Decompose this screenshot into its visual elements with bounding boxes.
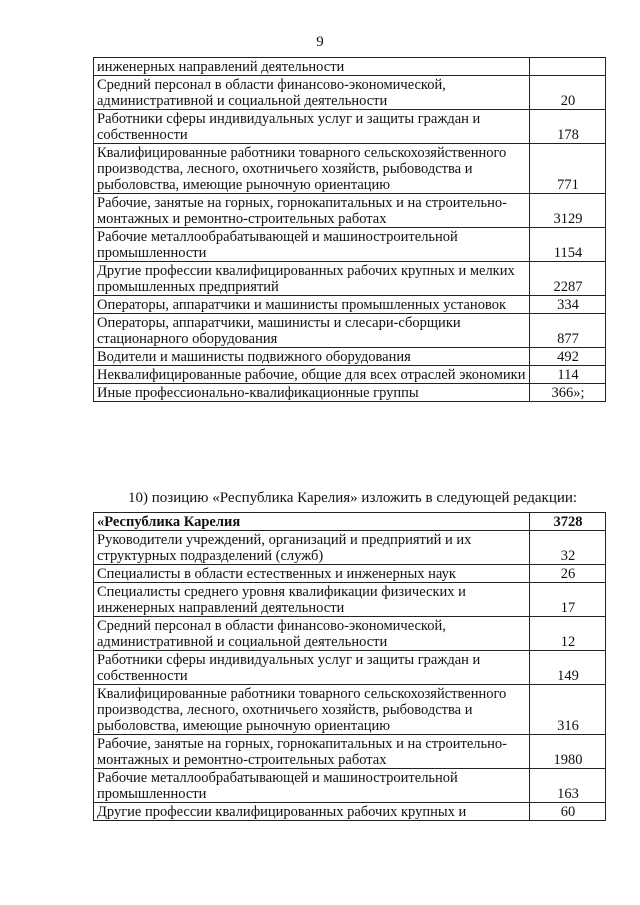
profession-group-name: Работники сферы индивидуальных услуг и защиты граждан и собственности xyxy=(94,110,530,144)
profession-group-name: Рабочие, занятые на горных, горнокапитальных и на строительно-монтажных и ремонтно-строительных работах xyxy=(94,735,530,769)
profession-group-count: 877 xyxy=(530,314,606,348)
profession-group-count: 316 xyxy=(530,685,606,735)
profession-group-count: 163 xyxy=(530,769,606,803)
profession-group-name: Специалисты среднего уровня квалификации физических и инженерных направлений деятельности xyxy=(94,583,530,617)
region-total: 3728 xyxy=(530,513,606,531)
table-row xyxy=(94,314,606,348)
profession-group-name: Рабочие металлообрабатывающей и машиностроительной промышленности xyxy=(94,769,530,803)
table-row xyxy=(94,565,606,583)
profession-group-count: 12 xyxy=(530,617,606,651)
profession-group-name: инженерных направлений деятельности xyxy=(94,58,530,76)
profession-group-count: 3129 xyxy=(530,194,606,228)
profession-table-previous xyxy=(93,57,606,402)
profession-group-name: Рабочие металлообрабатывающей и машиностроительной промышленности xyxy=(94,228,530,262)
profession-table-karelia xyxy=(93,512,606,821)
profession-group-name: Квалифицированные работники товарного сельскохозяйственного производства, лесного, охотничьего хозяйств, рыбоводства и рыболовства, имеющие рыночную ориентацию xyxy=(94,685,530,735)
profession-group-count: 60 xyxy=(530,803,606,821)
table-row xyxy=(94,735,606,769)
table-row xyxy=(94,262,606,296)
profession-group-count: 492 xyxy=(530,348,606,366)
profession-group-count: 2287 xyxy=(530,262,606,296)
page-number: 9 xyxy=(316,34,324,50)
profession-group-count: 26 xyxy=(530,565,606,583)
profession-group-name: Средний персонал в области финансово-экономической, административной и социальной деятельности xyxy=(94,617,530,651)
table-header-row xyxy=(94,513,606,531)
table-row xyxy=(94,769,606,803)
profession-group-name: Другие профессии квалифицированных рабочих крупных и мелких промышленных предприятий xyxy=(94,262,530,296)
table-row xyxy=(94,228,606,262)
table-row xyxy=(94,531,606,565)
table-row xyxy=(94,296,606,314)
table-row xyxy=(94,617,606,651)
profession-group-name: Операторы, аппаратчики и машинисты промышленных установок xyxy=(94,296,530,314)
profession-group-name: Неквалифицированные рабочие, общие для всех отраслей экономики xyxy=(94,366,530,384)
table-row xyxy=(94,384,606,402)
profession-group-name: Иные профессионально-квалификационные группы xyxy=(94,384,530,402)
profession-group-count: 149 xyxy=(530,651,606,685)
profession-group-name: Операторы, аппаратчики, машинисты и слесари-сборщики стационарного оборудования xyxy=(94,314,530,348)
profession-group-count: 1980 xyxy=(530,735,606,769)
table-row xyxy=(94,110,606,144)
table-row xyxy=(94,144,606,194)
profession-group-count xyxy=(530,58,606,76)
profession-group-count: 20 xyxy=(530,76,606,110)
amendment-instruction: 10) позицию «Республика Карелия» изложить в следующей редакции: xyxy=(128,490,578,506)
table-row xyxy=(94,58,606,76)
profession-group-count: 1154 xyxy=(530,228,606,262)
profession-group-name: Специалисты в области естественных и инженерных наук xyxy=(94,565,530,583)
profession-group-name: Рабочие, занятые на горных, горнокапитальных и на строительно-монтажных и ремонтно-строительных работах xyxy=(94,194,530,228)
profession-group-name: Средний персонал в области финансово-экономической, административной и социальной деятельности xyxy=(94,76,530,110)
table-row xyxy=(94,651,606,685)
region-name: «Республика Карелия xyxy=(94,513,530,531)
table-row xyxy=(94,685,606,735)
table-row xyxy=(94,366,606,384)
profession-group-count: 771 xyxy=(530,144,606,194)
profession-group-name: Квалифицированные работники товарного сельскохозяйственного производства, лесного, охотничьего хозяйств, рыбоводства и рыболовства, имеющие рыночную ориентацию xyxy=(94,144,530,194)
profession-group-count: 32 xyxy=(530,531,606,565)
profession-group-name: Другие профессии квалифицированных рабочих крупных и xyxy=(94,803,530,821)
profession-group-name: Водители и машинисты подвижного оборудования xyxy=(94,348,530,366)
table-row xyxy=(94,76,606,110)
table-row xyxy=(94,803,606,821)
profession-group-count: 334 xyxy=(530,296,606,314)
profession-group-count: 178 xyxy=(530,110,606,144)
profession-group-name: Работники сферы индивидуальных услуг и защиты граждан и собственности xyxy=(94,651,530,685)
profession-group-count: 366»; xyxy=(530,384,606,402)
profession-group-count: 114 xyxy=(530,366,606,384)
profession-group-count: 17 xyxy=(530,583,606,617)
table-row xyxy=(94,583,606,617)
table-row xyxy=(94,348,606,366)
profession-group-name: Руководители учреждений, организаций и предприятий и их структурных подразделений (служб) xyxy=(94,531,530,565)
table-row xyxy=(94,194,606,228)
